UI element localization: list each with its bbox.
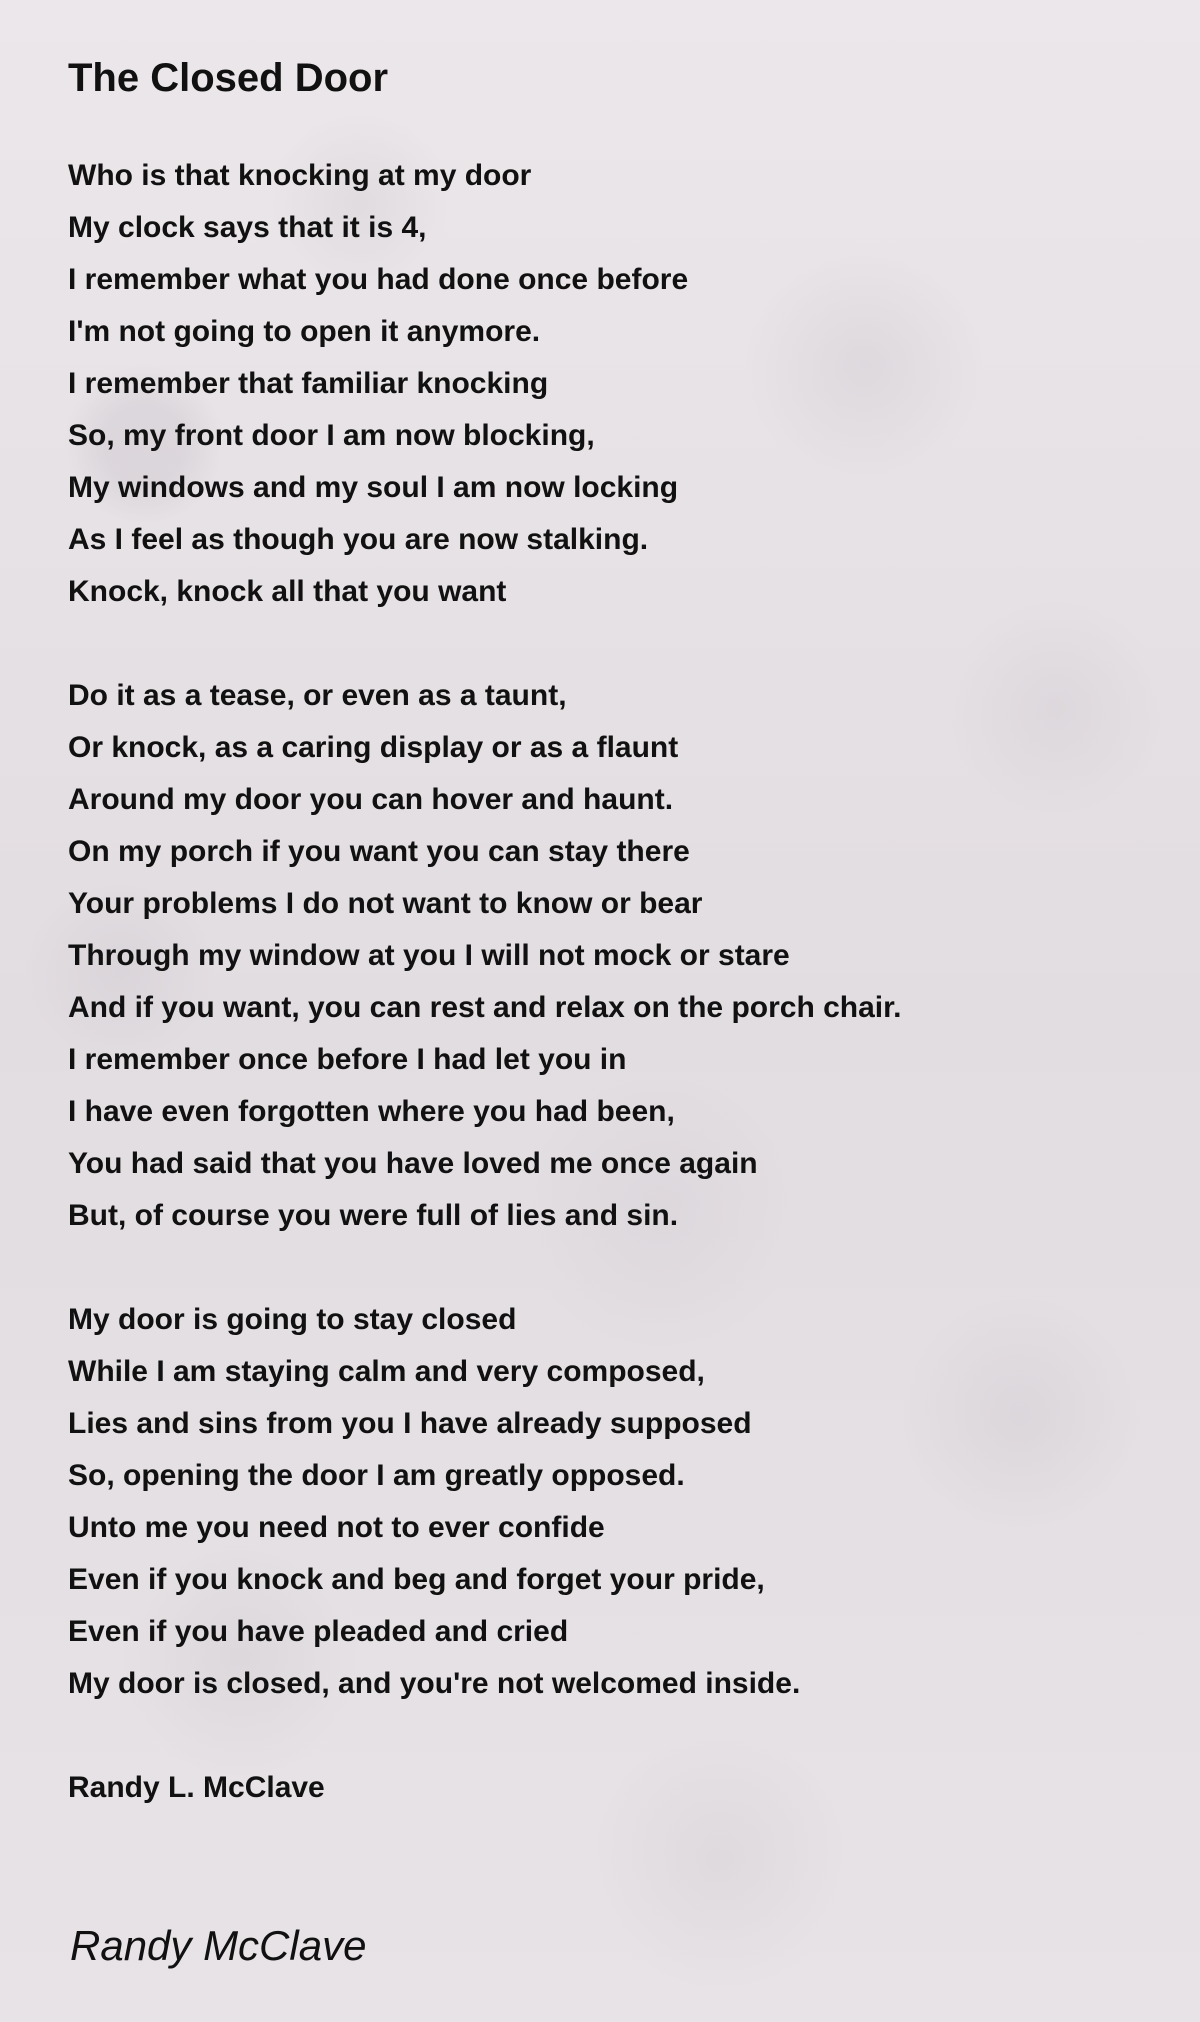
poem-line: So, my front door I am now blocking, [68, 419, 595, 452]
poem-line: As I feel as though you are now stalking. [68, 523, 649, 556]
poem-line: Who is that knocking at my door [68, 159, 532, 192]
poem-line: I remember once before I had let you in [68, 1043, 627, 1076]
poem-line: Through my window at you I will not mock or stare [68, 939, 790, 972]
poem-title: The Closed Door [68, 56, 389, 100]
poem-line: On my porch if you want you can stay there [68, 835, 690, 868]
poem-line: Even if you have pleaded and cried [68, 1615, 569, 1648]
stanza-break [68, 1242, 1128, 1294]
poem-line: My door is going to stay closed [68, 1303, 517, 1336]
poem-line: Around my door you can hover and haunt. [68, 783, 674, 816]
poem-line: Knock, knock all that you want [68, 575, 507, 608]
poem-line: Or knock, as a caring display or as a flaunt [68, 731, 679, 764]
poem-author: Randy L. McClave [68, 1771, 325, 1804]
poem-line: But, of course you were full of lies and sin. [68, 1199, 679, 1232]
poem-line: While I am staying calm and very composed, [68, 1355, 705, 1388]
poem-line: Do it as a tease, or even as a taunt, [68, 679, 567, 712]
poem-body [68, 150, 1128, 1710]
poem-line: I have even forgotten where you had been, [68, 1095, 675, 1128]
stanza-3 [68, 1294, 1128, 1710]
poem-line: And if you want, you can rest and relax on the porch chair. [68, 991, 902, 1024]
stanza-1 [68, 150, 1128, 618]
poem-line: So, opening the door I am greatly opposed. [68, 1459, 685, 1492]
stanza-break [68, 618, 1128, 670]
poem-line: I remember what you had done once before [68, 263, 689, 296]
poem-line: Even if you knock and beg and forget your pride, [68, 1563, 765, 1596]
poem-line: I'm not going to open it anymore. [68, 315, 541, 348]
stanza-2 [68, 670, 1128, 1242]
poem-line: My clock says that it is 4, [68, 211, 427, 244]
poem-line: Lies and sins from you I have already supposed [68, 1407, 752, 1440]
author-signature: Randy McClave [70, 1922, 367, 1969]
poem-line: Your problems I do not want to know or bear [68, 887, 703, 920]
poem-line: I remember that familiar knocking [68, 367, 549, 400]
poem-line: My door is closed, and you're not welcomed inside. [68, 1667, 801, 1700]
poem-line: You had said that you have loved me once again [68, 1147, 758, 1180]
poem-line: My windows and my soul I am now locking [68, 471, 679, 504]
poem-line: Unto me you need not to ever confide [68, 1511, 605, 1544]
